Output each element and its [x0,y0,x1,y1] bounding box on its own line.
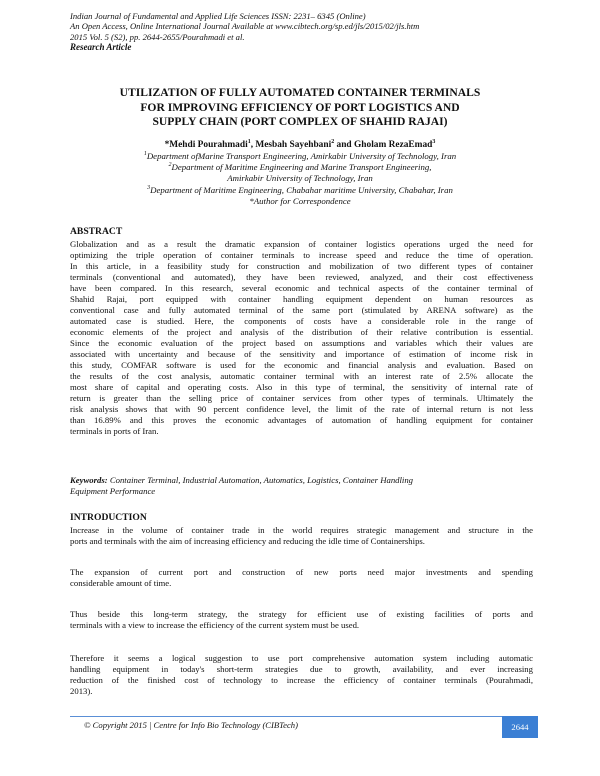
introduction-heading: INTRODUCTION [70,512,147,523]
text-line: the results of the cost analysis, automatic container terminal with an interest rate of 2.5% allocate the [70,371,533,381]
text-line: have been compared. In this research, several economic and technical aspects of the container terminal of [70,283,533,293]
text-line: this study, COMFAR software is used for the economic and financial analysis and evaluation. Based on [70,360,533,370]
affiliation-mark: 3 [147,184,151,191]
paragraph [70,609,533,631]
affiliation [70,162,530,173]
affiliation-text: Department ofMarine Transport Engineering, Amirkabir University of Technology, Iran [146,151,457,161]
text-line: 2013). [70,686,93,696]
keywords-label: Keywords: [70,475,108,485]
paper-title [70,86,530,130]
abstract-heading: ABSTRACT [70,226,123,237]
title-line: SUPPLY CHAIN (PORT COMPLEX OF SHAHID RAJAI) [152,115,448,129]
footer-divider [70,716,503,717]
author-list [70,139,530,151]
text-line: economic elements of the project and analysis of the distribution of their relative contribution is essential. [70,327,533,337]
journal-access-line: An Open Access, Online International Journal Available at www.cibtech.org/sp.ed/jls/2015/02/jls.htm [70,21,420,32]
text-line: handling equipment in today's short-term strategies due to growth, availability, and ever increasing [70,664,533,674]
affiliation-text: Department of Maritime Engineering, Chabahar maritime University, Chabahar, Iran [150,184,453,195]
text-line: considerable amount of time. [70,578,172,588]
author-name: Mesbah Sayehbani [255,140,332,150]
journal-name: Indian Journal of Fundamental and Applied Life Sciences ISSN: 2231– 6345 (Online) [70,11,366,21]
text-line: optimizing the triple operation of container terminals to increase speed and reduce the time of operation. [70,250,533,260]
author-affiliation-mark: 1 [247,139,251,145]
page-number: 2644 [502,716,538,738]
paragraph [70,567,533,589]
author-affiliation-mark: 3 [432,139,436,145]
text-line: terminals in ports of Iran. [70,426,159,436]
text-line: return is greater than the selling price of container services from other types of terminals. Ultimately the [70,393,533,403]
author-affiliation-mark: 2 [331,139,335,145]
text-line: Thus beside this long-term strategy, the strategy for efficient use of existing facilities of ports and [70,609,533,619]
affiliation-mark: 1 [143,151,147,157]
text-line: In this article, in a feasibility study for construction and mobilization of two different types of container [70,261,533,271]
author-name: *Mehdi Pourahmadi [164,140,248,150]
text-line: risk analysis shows that with 90 percent confidence level, the limit of the rate of internal return is not less [70,404,533,414]
journal-header [70,11,540,53]
text-line: Therefore it seems a logical suggestion to use port comprehensive automation system including automatic [70,653,533,663]
paragraph [70,525,533,547]
paragraph [70,653,533,697]
keywords [70,475,533,497]
text-line: terminals (conventional and automated), they have been reviewed, analyzed, and their cost effectiveness [70,272,533,282]
text-line: Increase in the volume of container trade in the world requires strategic management and structure in the [70,525,533,535]
affiliation [70,185,530,196]
text-line: ports and terminals with the aim of increasing efficiency and reducing the idle time of Containerships. [70,536,425,546]
text-line: reduction of the finished cost of technology to increase the efficiency of container terminals (Pourahmadi, [70,675,533,685]
title-line: FOR IMPROVING EFFICIENCY OF PORT LOGISTICS AND [140,100,460,114]
text-line: most share of capital and operating costs. Also in this type of terminal, the sensitivity of internal rate of [70,382,533,392]
affiliation-text: Department of Maritime Engineering and Marine Transport Engineering, [171,162,432,173]
affiliation-mark: 2 [168,162,172,169]
title-line: UTILIZATION OF FULLY AUTOMATED CONTAINER TERMINALS [119,86,481,99]
text-line: The expansion of current port and construction of new ports need major investments and spending [70,567,533,577]
text-line: than 16.89% and this proves the economic advantages of automation of handling equipment for container [70,415,533,425]
author-separator: , [250,140,256,150]
author-separator: and [334,140,354,150]
text-line: Since the economic evaluation of the project based on assumptions and variables which their values are [70,338,533,348]
journal-volume: 2015 Vol. 5 (S2), pp. 2644-2655/Pourahmadi et al. [70,31,245,42]
affiliations [70,151,530,207]
article-type: Research Article [70,42,132,53]
affiliation-continued: Amirkabir University of Technology, Iran [227,173,373,184]
author-name: Gholam RezaEmad [354,140,433,150]
keywords-text: Equipment Performance [70,486,156,496]
abstract-body [70,239,533,437]
keywords-text: Container Terminal, Industrial Automation, Automatics, Logistics, Container Handling [109,475,414,485]
text-line: Globalization and as a result the dramatic expansion of container logistics operations urged the need for [70,239,533,249]
text-line: automated case is studied. Here, the components of costs have a considerable role in the range of [70,316,533,326]
text-line: associated with uncertainty and because of the sensitivity and importance of estimation of income risk in [70,349,533,359]
text-line: Shahid Rajai, port equipped with container handling equipment dependent on human resources as [70,294,533,304]
correspondence-note: *Author for Correspondence [249,195,351,206]
footer-copyright: © Copyright 2015 | Centre for Info Bio Technology (CIBTech) [84,720,298,730]
affiliation [70,151,530,162]
text-line: conventional case and fully automated terminal of the same port (stimulated by ARENA software) as the [70,305,533,315]
text-line: terminals with a view to increase the efficiency of the current system must be used. [70,620,360,630]
